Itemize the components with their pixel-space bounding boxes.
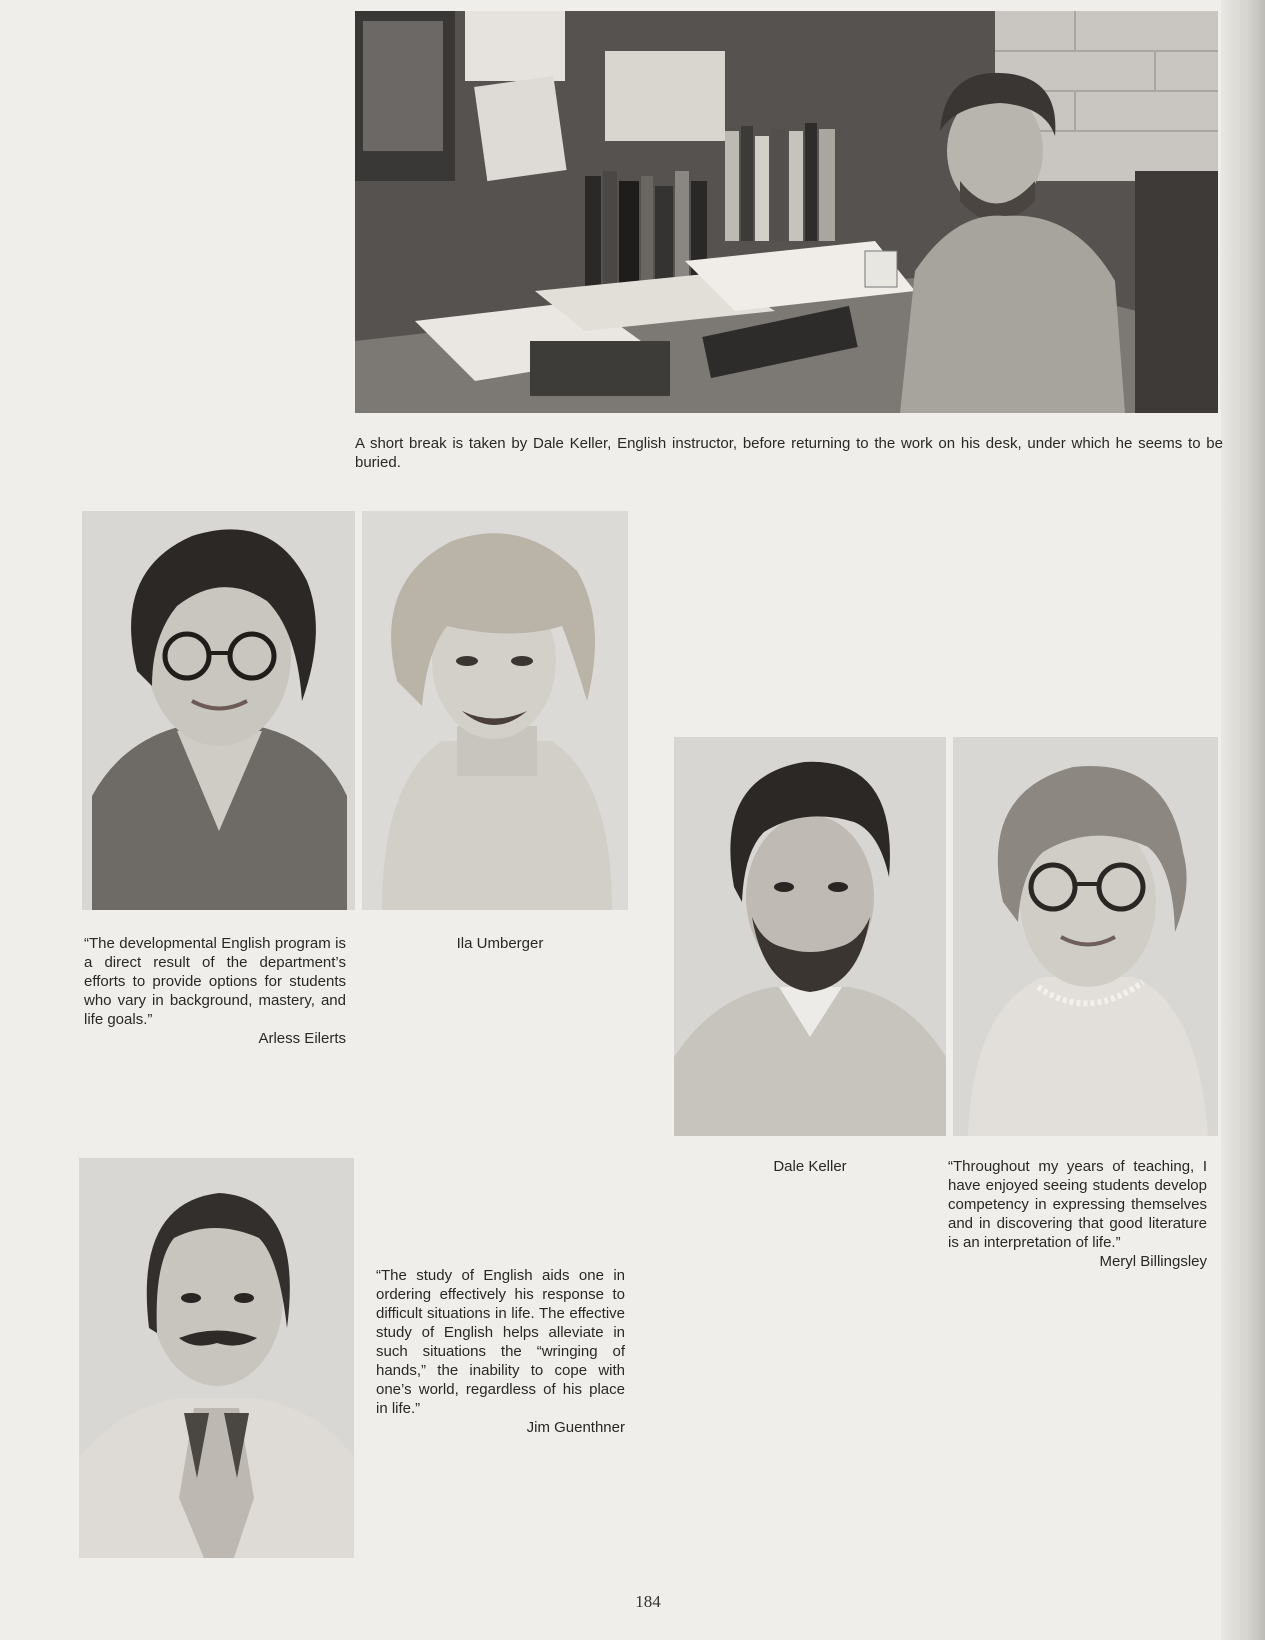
- page-number: 184: [635, 1592, 661, 1611]
- portrait-arless-eilerts: [82, 511, 355, 910]
- portrait-dale-keller: [674, 737, 946, 1136]
- desk-photo-caption: A short break is taken by Dale Keller, English instructor, before returning to the work on his desk, under which he seems to be buried.: [355, 435, 1223, 471]
- name-ila-umberger: Ila Umberger: [456, 935, 544, 952]
- attribution-jim-guenthner: Jim Guenthner: [526, 1419, 625, 1436]
- attribution-meryl-billingsley: Meryl Billingsley: [1099, 1253, 1207, 1270]
- desk-photo: [355, 11, 1218, 413]
- attribution-arless-eilerts: Arless Eilerts: [258, 1030, 346, 1047]
- portrait-ila-umberger: [362, 511, 628, 910]
- quote-arless-eilerts: [84, 934, 346, 1048]
- quote-text: “The developmental English program is a direct result of the department’s efforts to provide options for students who vary in background, mastery, and life goals.”: [84, 935, 346, 1028]
- portrait-meryl-billingsley: [953, 737, 1218, 1136]
- page-binding-edge: [1221, 0, 1265, 1640]
- quote-text: “Throughout my years of teaching, I have enjoyed seeing students develop competency in expressing themselves and in discovering that good literature is an interpretation of life.”: [948, 1158, 1207, 1251]
- portrait-jim-guenthner: [79, 1158, 354, 1558]
- quote-text: “The study of English aids one in ordering effectively his response to difficult situations in life. The effective study of English helps alleviate in such situations the “wringing of hands,” the inability to cope with one’s world, regardless of his place in life.”: [376, 1267, 625, 1417]
- quote-jim-guenthner: [376, 1266, 625, 1437]
- name-dale-keller: Dale Keller: [773, 1158, 847, 1175]
- quote-meryl-billingsley: [948, 1157, 1207, 1271]
